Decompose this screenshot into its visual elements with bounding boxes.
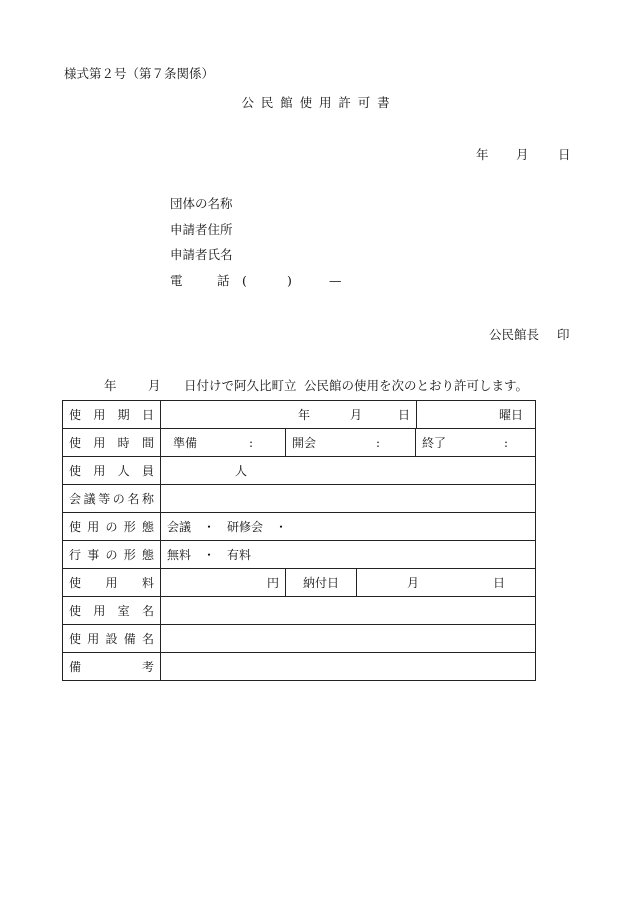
row-fee <box>63 569 536 597</box>
stamp-line <box>489 327 570 343</box>
applicant-name-label: 申請者氏名 <box>170 247 233 262</box>
date-month: 月 <box>516 147 529 162</box>
period-date-cell[interactable] <box>167 401 416 428</box>
room-label: 使用室名 <box>63 597 161 625</box>
tel-close-paren: ) <box>287 272 292 288</box>
org-name-label: 団体の名称 <box>170 196 233 211</box>
tel-label-b: 話 <box>217 272 230 288</box>
permit-table <box>62 400 536 681</box>
prep-label: 準備 <box>173 436 198 450</box>
intro-year: 年 <box>104 378 117 393</box>
equipment-label: 使用設備名 <box>63 625 161 653</box>
time-label: 使用時間 <box>63 429 161 457</box>
period-weekday-cell[interactable] <box>416 401 529 428</box>
fee-amount-cell[interactable] <box>167 569 285 596</box>
prep-time-cell[interactable] <box>167 429 285 456</box>
tel-open-paren: ( <box>242 272 247 288</box>
fee-yen: 円 <box>266 576 279 590</box>
row-period <box>63 401 536 429</box>
pay-date-label-cell <box>285 569 356 596</box>
open-time-cell[interactable] <box>285 429 415 456</box>
meeting-name-label: 会議等の名称 <box>63 485 161 513</box>
usage-form-cell[interactable]: 会議 ・ 研修会 ・ <box>161 513 536 541</box>
open-label: 開会 <box>292 436 317 450</box>
row-people <box>63 457 536 485</box>
applicant-block <box>170 196 342 298</box>
row-meeting <box>63 485 536 513</box>
tel-dash: — <box>329 272 342 288</box>
form-number: 様式第２号（第７条関係） <box>64 66 215 81</box>
remarks-label: 備考 <box>63 653 161 681</box>
fee-label: 使用料 <box>63 569 161 597</box>
permission-statement <box>104 378 528 394</box>
open-colon: : <box>376 435 381 450</box>
pay-month: 月 <box>407 576 420 590</box>
end-label: 終了 <box>422 436 447 450</box>
row-remarks <box>63 653 536 681</box>
document-title: 公民館使用許可書 <box>241 95 397 110</box>
period-year: 年 <box>297 408 310 422</box>
row-equipment <box>63 625 536 653</box>
pay-date-cell[interactable] <box>356 569 529 596</box>
period-label: 使用期日 <box>63 401 161 429</box>
equipment-cell[interactable] <box>161 625 536 653</box>
period-month: 月 <box>349 408 362 422</box>
intro-middle: 日付けで阿久比町立 <box>184 378 297 393</box>
people-label: 使用人員 <box>63 457 161 485</box>
remarks-cell[interactable] <box>161 653 536 681</box>
period-weekday: 曜日 <box>498 408 523 422</box>
row-time <box>63 429 536 457</box>
people-unit: 人 <box>235 464 248 478</box>
period-day: 日 <box>397 408 410 422</box>
room-cell[interactable] <box>161 597 536 625</box>
date-year: 年 <box>476 147 489 162</box>
usage-form-label: 使用の形態 <box>63 513 161 541</box>
date-day: 日 <box>558 147 571 162</box>
intro-tail: 公民館の使用を次のとおり許可します。 <box>304 378 529 393</box>
people-value-cell[interactable] <box>161 457 536 485</box>
address-label: 申請者住所 <box>170 221 233 237</box>
row-usage-form <box>63 513 536 541</box>
pay-date-label: 納付日 <box>302 576 339 590</box>
seal-mark: 印 <box>557 327 570 342</box>
row-event-form <box>63 541 536 569</box>
end-time-cell[interactable] <box>415 429 529 456</box>
event-form-cell[interactable]: 無料 ・ 有料 <box>161 541 536 569</box>
tel-row <box>170 273 342 299</box>
issue-date-line <box>476 147 571 163</box>
director-title: 公民館長 <box>489 327 540 342</box>
end-colon: : <box>504 435 509 450</box>
row-room <box>63 597 536 625</box>
pay-day: 日 <box>493 576 506 590</box>
tel-label-a: 電 <box>170 272 183 288</box>
intro-month: 月 <box>148 378 161 393</box>
event-form-label: 行事の形態 <box>63 541 161 569</box>
meeting-name-cell[interactable] <box>161 485 536 513</box>
prep-colon: : <box>249 435 254 450</box>
